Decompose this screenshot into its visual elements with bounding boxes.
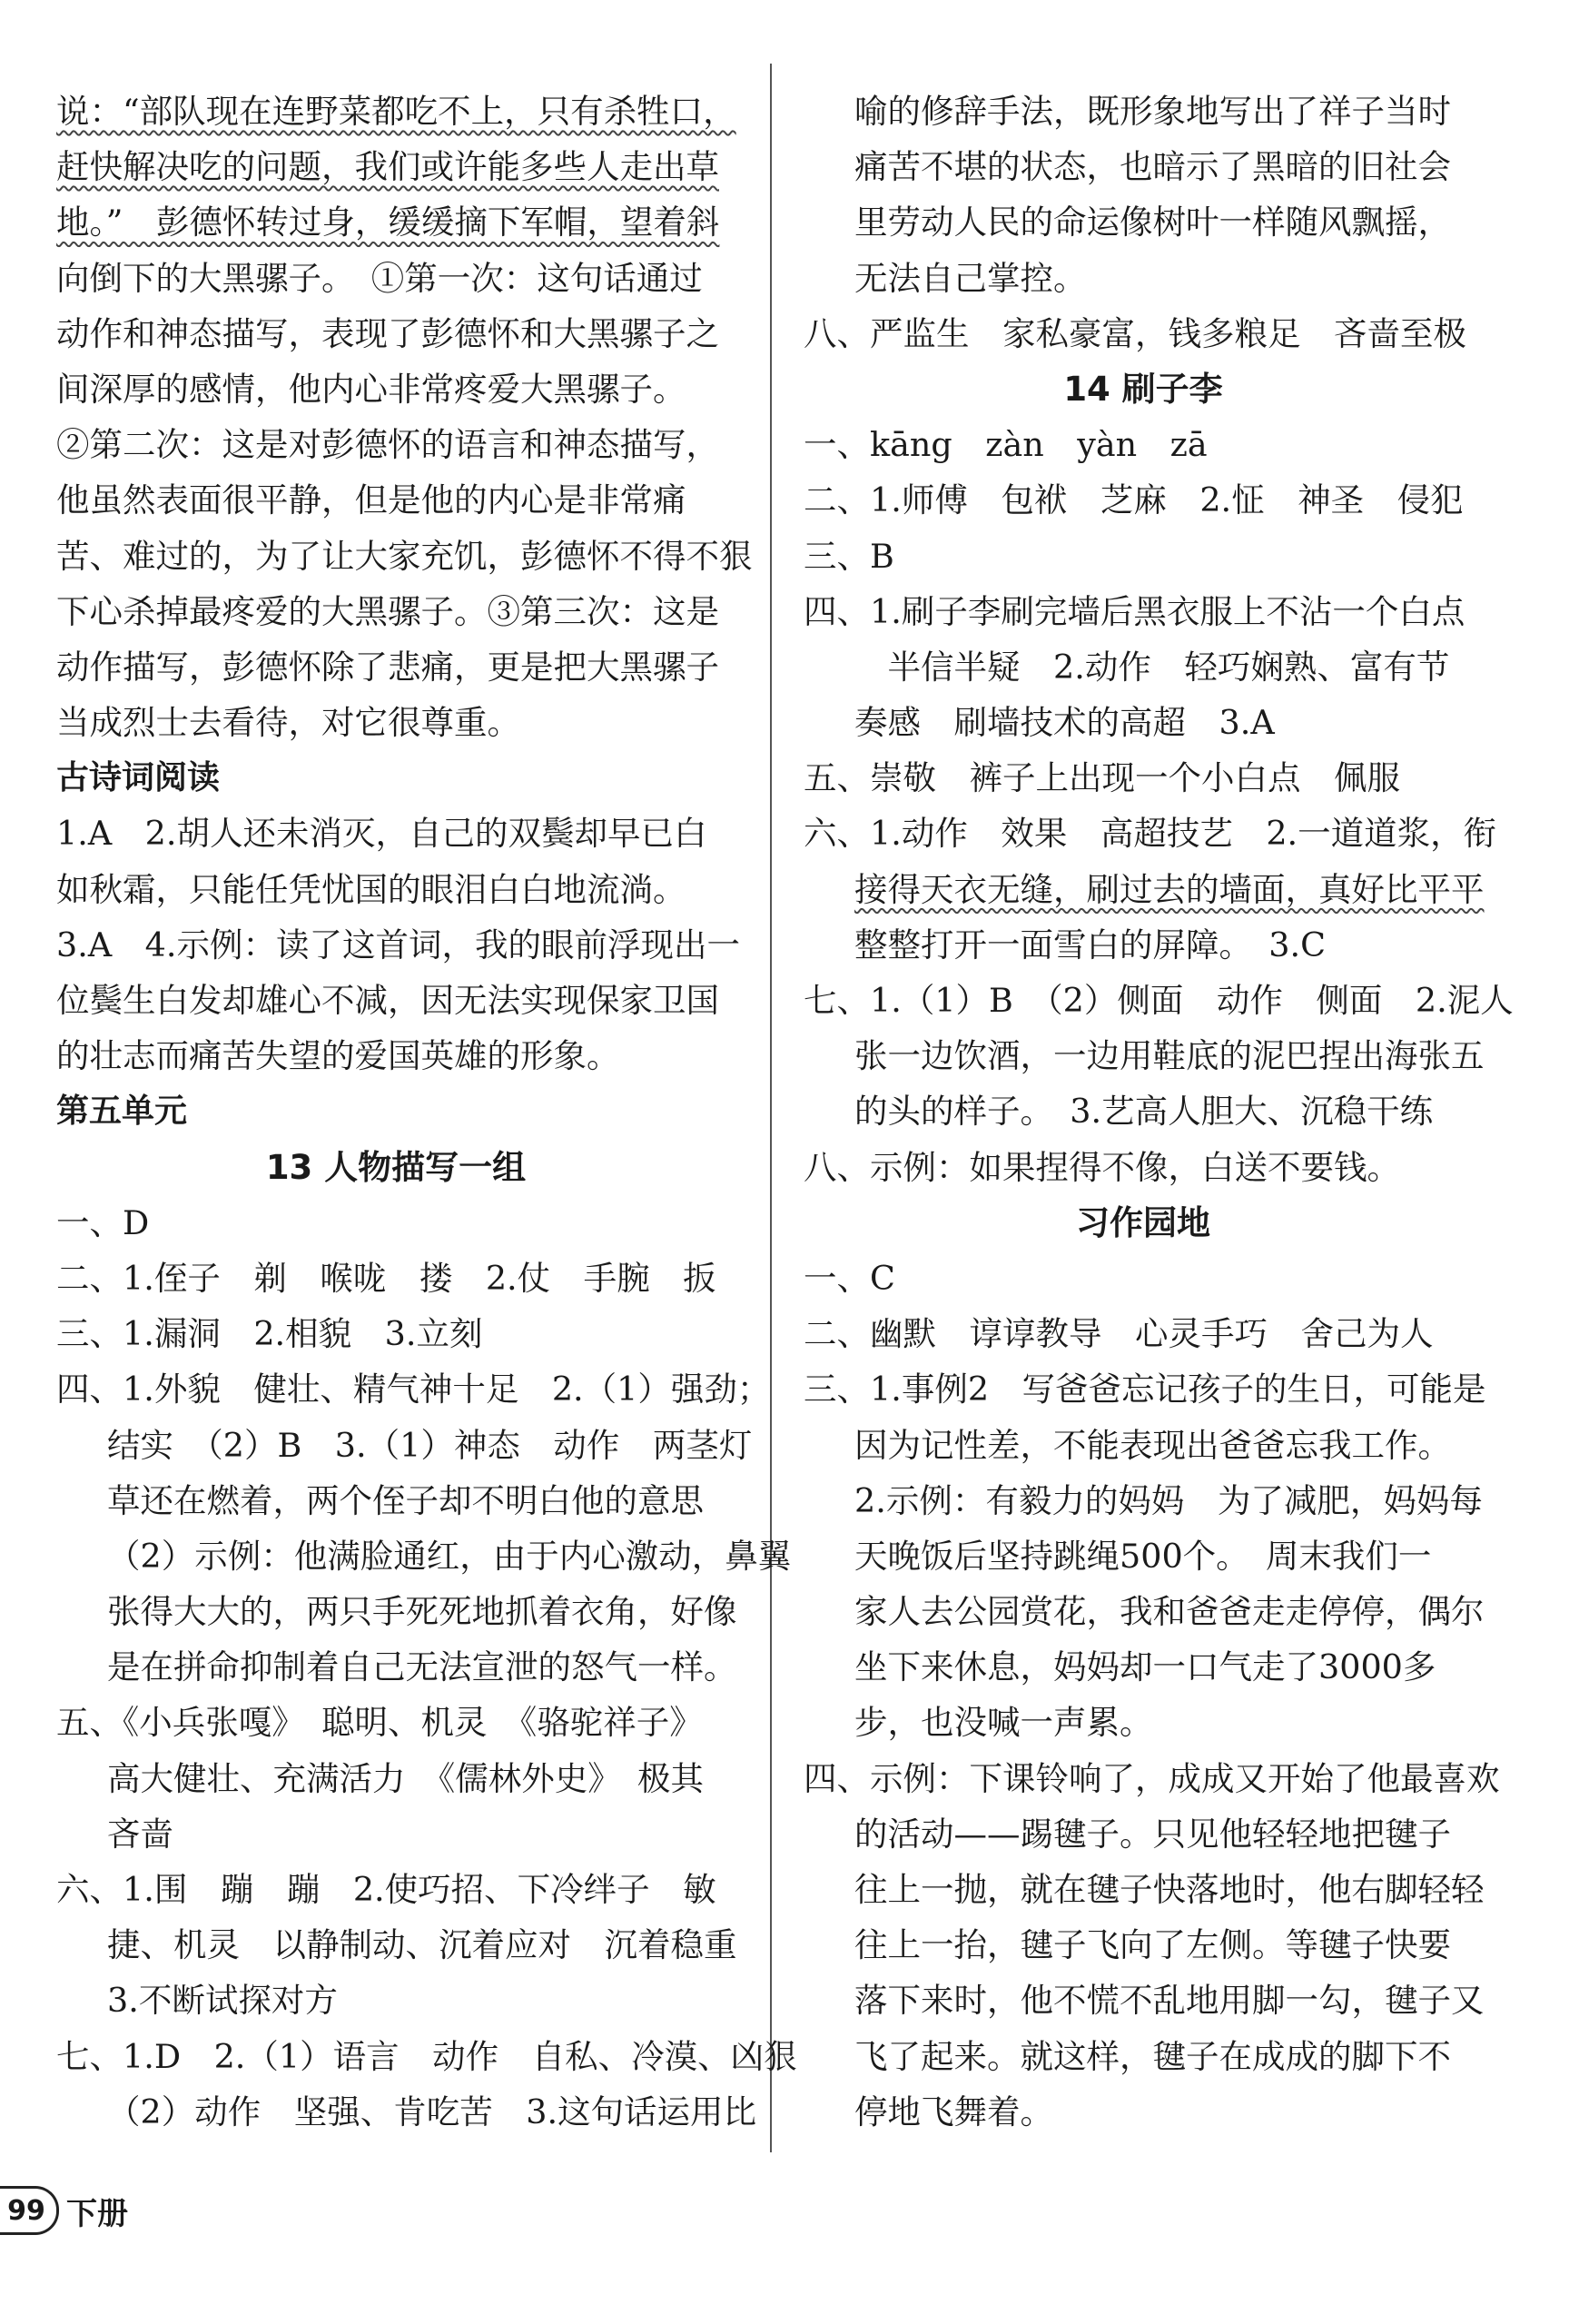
left-answer-line-continued: [56, 1917, 735, 1973]
line-text: 接得天衣无缝，刷过去的墙面，真好比平平: [854, 869, 1485, 909]
line-text: 第五单元: [56, 1093, 188, 1131]
line-text: 高大健壮、充满活力 《儒林外史》 极其: [107, 1758, 704, 1798]
left-lesson-title: [56, 1140, 735, 1195]
right-answer-line-continued: [804, 2029, 1483, 2084]
line-text: （2）动作 坚强、肯吃苦 3.这句话运用比: [107, 2092, 757, 2131]
line-text: 八、示例：如果捏得不像，白送不要钱。: [804, 1147, 1400, 1187]
left-answer-line: [56, 306, 735, 361]
line-text: 往上一抬，毽子飞向了左侧。等毽子快要: [854, 1925, 1451, 1965]
line-text: 13 人物描写一组: [265, 1147, 527, 1187]
right-answer-line-continued: [804, 695, 1483, 750]
left-answer-line-continued: [56, 1584, 735, 1639]
line-text: 飞了起来。就这样，毽子在成成的脚下不: [854, 2036, 1451, 2076]
page-footer: [0, 2183, 128, 2238]
right-answer-line-continued: [804, 1083, 1483, 1139]
line-text: 2.示例：有毅力的妈妈 为了减肥，妈妈每: [854, 1480, 1483, 1520]
right-answer-line-continued: [804, 1584, 1483, 1639]
line-text: 五、《小兵张嘎》 聪明、机灵 《骆驼祥子》: [56, 1703, 703, 1743]
line-text: 天晚饭后坚持跳绳500个。 周末我们一: [854, 1536, 1432, 1576]
left-answer-line-continued: [56, 1528, 792, 1584]
right-lesson-title: [804, 1195, 1483, 1251]
line-text: 一、C: [804, 1258, 895, 1298]
right-answer-line-continued: [804, 862, 1483, 917]
line-text: 1.A 2.胡人还未消灭，自己的双鬓却早已白: [56, 814, 707, 854]
left-answer-line: [56, 2029, 797, 2084]
line-text: 家人去公园赏花，我和爸爸走走停停，偶尔: [854, 1592, 1485, 1632]
right-answer-line: [804, 472, 1483, 528]
line-text: 张一边饮酒，一边用鞋底的泥巴捏出海张五: [854, 1036, 1485, 1076]
left-answer-line: [56, 417, 735, 472]
line-text: 的头的样子。 3.艺高人胆大、沉稳干练: [854, 1092, 1434, 1132]
left-answer-line: [56, 1862, 735, 1917]
right-answer-line-continued: [804, 639, 1483, 695]
left-answer-line-continued: [56, 1806, 735, 1862]
left-answer-line: [56, 584, 735, 639]
left-answer-line: [56, 1251, 735, 1306]
line-text: 3.不断试探对方: [107, 1981, 338, 2021]
line-text: 结实 （2）B 3.（1）神态 动作 两茎灯: [107, 1425, 753, 1465]
line-text: 五、崇敬 裤子上出现一个小白点 佩服: [804, 758, 1400, 798]
line-text: 如秋霜，只能任凭忧国的眼泪白白地流淌。: [56, 869, 686, 909]
right-answer-line: [804, 306, 1483, 361]
line-text: 奏感 刷墙技术的高超 3.A: [854, 703, 1275, 743]
line-text: 向倒下的大黑骡子。 ①第一次：这句话通过: [56, 258, 703, 298]
line-text: 他虽然表面很平静，但是他的内心是非常痛: [56, 480, 686, 520]
left-answer-line-continued: [56, 1473, 735, 1528]
right-answer-line-continued: [804, 1528, 1483, 1584]
right-pinyin-line: [804, 417, 1483, 472]
left-answer-line: [56, 84, 735, 139]
line-text: 当成烈士去看待，对它很尊重。: [56, 703, 520, 743]
left-answer-line: [56, 361, 735, 417]
line-text: 六、1.动作 效果 高超技艺 2.一道道浆，衔: [804, 814, 1497, 854]
volume-label: 下册: [66, 2195, 128, 2232]
line-text: 赶快解决吃的问题，我们或许能多些人走出草: [56, 147, 719, 187]
right-answer-line-continued: [804, 1695, 1483, 1750]
right-column: [804, 84, 1514, 2140]
right-answer-line-continued: [804, 2084, 1483, 2140]
right-answer-line-continued: [804, 1473, 1483, 1528]
left-answer-line-continued: [56, 1973, 735, 2028]
right-answer-line: [804, 973, 1514, 1028]
line-text: 说：“部队现在连野菜都吃不上，只有杀牲口，: [56, 92, 736, 131]
right-answer-line: [804, 1751, 1500, 1806]
line-text: 3.A 4.示例：读了这首词，我的眼前浮现出一: [56, 925, 741, 964]
line-text: 八、严监生 家私豪富，钱多粮足 吝啬至极: [804, 313, 1466, 353]
right-lesson-title: [804, 361, 1483, 417]
line-text: 里劳动人民的命运像树叶一样随风飘摇，: [854, 203, 1451, 242]
right-answer-line: [804, 750, 1483, 806]
line-text: 四、1.外貌 健壮、精气神十足 2.（1）强劲；: [56, 1370, 771, 1409]
line-text: 吝啬: [107, 1814, 173, 1854]
line-text: 苦、难过的，为了让大家充饥，彭德怀不得不狠: [56, 536, 753, 576]
line-text: 七、1.（1）B （2）侧面 动作 侧面 2.泥人: [804, 981, 1514, 1020]
right-answer-line: [804, 1306, 1483, 1361]
line-text: 步，也没喊一声累。: [854, 1703, 1153, 1743]
left-answer-line: [56, 917, 741, 973]
line-text: 下心杀掉最疼爱的大黑骡子。③第三次：这是: [56, 591, 719, 631]
line-text: 的活动——踢毽子。只见他轻轻地把毽子: [854, 1814, 1451, 1854]
line-text: 习作园地: [1076, 1202, 1210, 1242]
left-answer-line: [56, 139, 735, 194]
left-answer-line: [56, 639, 735, 695]
left-answer-line: [56, 529, 753, 584]
line-text: 动作描写，彭德怀除了悲痛，更是把大黑骡子: [56, 647, 719, 687]
line-text: 一、D: [56, 1202, 150, 1242]
right-answer-line-continued: [804, 1862, 1483, 1917]
line-text: ②第二次：这是对彭德怀的语言和神态描写，: [56, 425, 719, 465]
line-text: 古诗词阅读: [56, 759, 221, 797]
column-divider: [770, 64, 772, 2152]
line-text: 三、1.漏洞 2.相貌 3.立刻: [56, 1314, 483, 1354]
line-text: 张得大大的，两只手死死地抓着衣角，好像: [107, 1592, 737, 1632]
line-text: 因为记性差，不能表现出爸爸忘我工作。: [854, 1425, 1451, 1465]
line-text: 的壮志而痛苦失望的爱国英雄的形象。: [56, 1036, 620, 1076]
right-answer-line-continued: [804, 1973, 1483, 2028]
right-answer-line-continued: [804, 1806, 1483, 1862]
line-text: 往上一抛，就在毽子快落地时，他右脚轻轻: [854, 1870, 1485, 1909]
line-text: 坐下来休息，妈妈却一口气走了3000多: [854, 1647, 1436, 1687]
left-answer-line: [56, 1695, 735, 1750]
line-text: 无法自己掌控。: [854, 258, 1087, 298]
page-number: 99: [7, 2194, 45, 2227]
line-text: 位鬓生白发却雄心不减，因无法实现保家卫国: [56, 981, 719, 1020]
right-answer-line: [804, 1251, 1483, 1306]
left-answer-line: [56, 862, 735, 917]
line-text: 落下来时，他不慌不乱地用脚一勾，毽子又: [854, 1981, 1485, 2021]
line-text: 间深厚的感情，他内心非常疼爱大黑骡子。: [56, 369, 686, 409]
line-text: 停地飞舞着。: [854, 2092, 1053, 2131]
line-text: 动作和神态描写，表现了彭德怀和大黑骡子之: [56, 313, 719, 353]
left-answer-line: [56, 806, 735, 861]
line-text: 四、1.刷子李刷完墙后黑衣服上不沾一个白点: [804, 591, 1466, 631]
left-answer-line-continued: [56, 1751, 735, 1806]
line-text: 三、1.事例2 写爸爸忘记孩子的生日，可能是: [804, 1370, 1486, 1409]
left-answer-line: [56, 1028, 735, 1083]
line-text: 二、1.师傅 包袱 芝麻 2.怔 神圣 侵犯: [804, 480, 1464, 520]
line-text: 14 刷子李: [1063, 369, 1223, 409]
line-text: 整整打开一面雪白的屏障。 3.C: [854, 925, 1327, 964]
left-answer-line: [56, 1361, 771, 1417]
left-answer-line: [56, 973, 735, 1028]
line-text: （2）示例：他满脸通红，由于内心激动，鼻翼: [107, 1536, 792, 1576]
left-answer-line: [56, 695, 735, 750]
line-text: 一、kāng zàn yàn zā: [804, 425, 1208, 465]
line-text: 草还在燃着，两个侄子却不明白他的意思: [107, 1480, 704, 1520]
left-answer-line-continued: [56, 1418, 753, 1473]
right-answer-line: [804, 529, 1483, 584]
line-text: 是在拼命抑制着自己无法宣泄的怒气一样。: [107, 1647, 737, 1687]
line-text: 三、B: [804, 536, 894, 576]
right-answer-line: [804, 806, 1497, 861]
line-text: 痛苦不堪的状态，也暗示了黑暗的旧社会: [854, 147, 1451, 187]
right-answer-line-continued: [804, 1028, 1483, 1083]
left-answer-line: [56, 1306, 735, 1361]
line-text: 喻的修辞手法，既形象地写出了祥子当时: [854, 92, 1451, 131]
left-column: [56, 84, 797, 2140]
right-answer-line-continued: [804, 84, 1483, 139]
left-answer-line-continued: [56, 1639, 735, 1695]
line-text: 四、示例：下课铃响了，成成又开始了他最喜欢: [804, 1758, 1500, 1798]
left-answer-line: [56, 1195, 735, 1251]
right-answer-line-continued: [804, 251, 1483, 306]
right-answer-line: [804, 584, 1483, 639]
left-answer-line: [56, 194, 735, 250]
right-answer-line-continued: [804, 139, 1483, 194]
right-answer-line: [804, 1361, 1486, 1417]
left-answer-line-continued: [56, 2084, 757, 2140]
right-answer-line-continued: [804, 1639, 1483, 1695]
line-text: 二、1.侄子 剃 喉咙 搂 2.仗 手腕 扳: [56, 1258, 716, 1298]
right-answer-line: [804, 1140, 1483, 1195]
left-answer-line: [56, 251, 735, 306]
right-answer-line-continued: [804, 1917, 1483, 1973]
right-answer-line-continued: [804, 194, 1483, 250]
line-text: 半信半疑 2.动作 轻巧娴熟、富有节: [854, 647, 1450, 687]
right-answer-line-continued: [804, 1418, 1483, 1473]
line-text: 六、1.围 蹦 蹦 2.使巧招、下冷绊子 敏: [56, 1870, 716, 1909]
line-text: 捷、机灵 以静制动、沉着应对 沉着稳重: [107, 1925, 737, 1965]
left-section-heading: [56, 750, 735, 806]
page-number-badge: [0, 2186, 59, 2235]
right-answer-line-continued: [804, 917, 1483, 973]
line-text: 二、幽默 谆谆教导 心灵手巧 舍己为人: [804, 1314, 1434, 1354]
left-answer-line: [56, 472, 735, 528]
line-text: 七、1.D 2.（1）语言 动作 自私、冷漠、凶狠: [56, 2036, 797, 2076]
left-section-heading: [56, 1083, 735, 1139]
line-text: 地。” 彭德怀转过身，缓缓摘下军帽，望着斜: [56, 203, 720, 242]
